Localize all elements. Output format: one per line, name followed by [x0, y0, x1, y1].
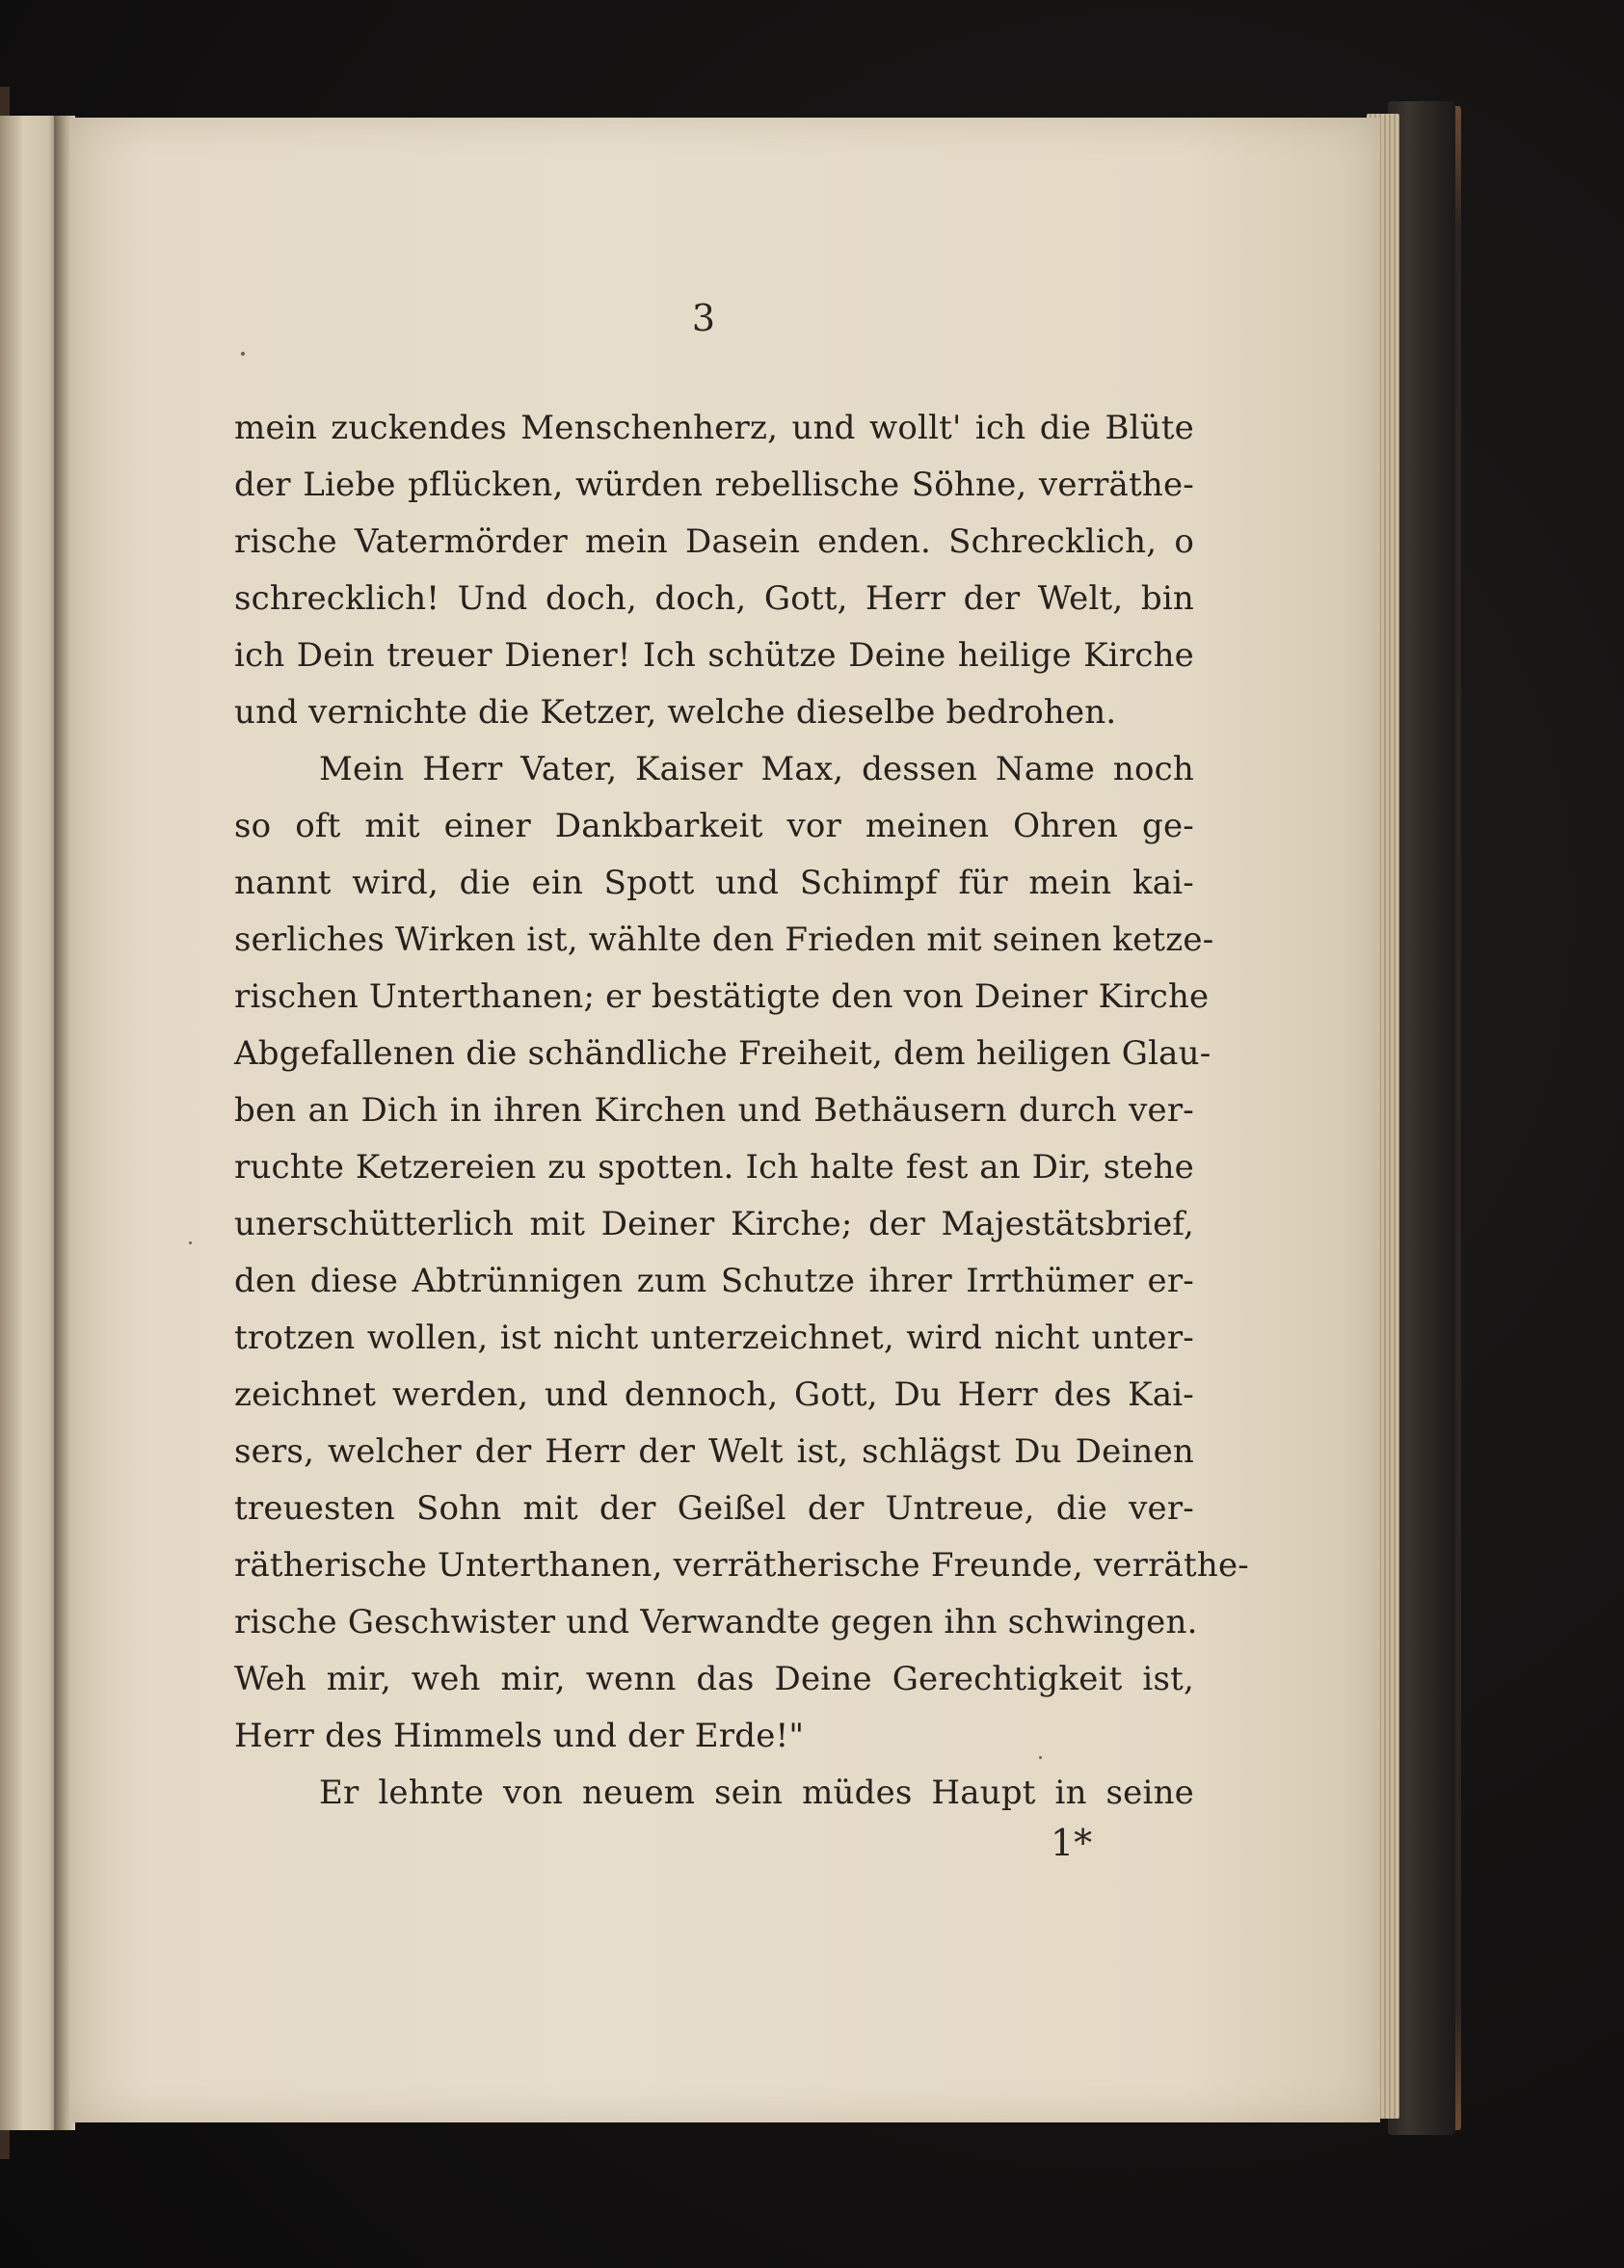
text-line: ruchte Ketzereien zu spotten. Ich halte fest an Dir, stehe [234, 1148, 1194, 1187]
text-line: sers, welcher der Herr der Welt ist, schlägst Du Deinen [234, 1432, 1194, 1471]
text-line: nannt wird, die ein Spott und Schimpf für mein kai- [234, 864, 1194, 902]
text-line: rischen Unterthanen; er bestätigte den von Deiner Kirche [234, 977, 1210, 1016]
text-line: und vernichte die Ketzer, welche dieselbe bedrohen. [234, 693, 1117, 732]
text-line: Mein Herr Vater, Kaiser Max, dessen Name noch [319, 750, 1194, 788]
paper-speck [1039, 1756, 1042, 1759]
paper-speck [241, 352, 245, 356]
signature-mark: 1* [1051, 1822, 1093, 1864]
page-number: 3 [691, 297, 716, 339]
text-line: rische Geschwister und Verwandte gegen ihn schwingen. [234, 1603, 1198, 1641]
text-line: schrecklich! Und doch, doch, Gott, Herr der Welt, bin [234, 579, 1194, 618]
text-line: unerschütterlich mit Deiner Kirche; der Majestätsbrief, [234, 1205, 1194, 1243]
text-line: zeichnet werden, und dennoch, Gott, Du Herr des Kai- [234, 1375, 1194, 1414]
text-line: trotzen wollen, ist nicht unterzeichnet, wird nicht unter- [234, 1319, 1194, 1357]
text-line: Herr des Himmels und der Erde!" [234, 1717, 805, 1755]
text-line: ich Dein treuer Diener! Ich schütze Deine heilige Kirche [234, 636, 1194, 675]
text-line: Abgefallenen die schändliche Freiheit, dem heiligen Glau- [234, 1034, 1211, 1073]
text-line: serliches Wirken ist, wählte den Frieden mit seinen ketze- [234, 921, 1214, 959]
text-line: Weh mir, weh mir, wenn das Deine Gerechtigkeit ist, [234, 1660, 1194, 1698]
text-line: rätherische Unterthanen, verrätherische Freunde, verräthe- [234, 1546, 1249, 1585]
text-line: rische Vatermörder mein Dasein enden. Schrecklich, o [234, 522, 1194, 561]
text-line: treuesten Sohn mit der Geißel der Untreue, die ver- [234, 1489, 1194, 1528]
text-line: der Liebe pflücken, würden rebellische Söhne, verräthe- [234, 466, 1194, 504]
facing-page-sliver [0, 116, 60, 2130]
body-text [234, 400, 1249, 1822]
paper-speck [189, 1241, 192, 1244]
text-line: ben an Dich in ihren Kirchen und Bethäusern durch ver- [234, 1091, 1194, 1130]
text-line: Er lehnte von neuem sein müdes Haupt in seine [319, 1774, 1194, 1812]
text-line: mein zuckendes Menschenherz, und wollt' ich die Blüte [234, 409, 1194, 447]
text-line: so oft mit einer Dankbarkeit vor meinen Ohren ge- [234, 807, 1194, 845]
text-line: den diese Abtrünnigen zum Schutze ihrer Irrthümer er- [234, 1262, 1194, 1300]
